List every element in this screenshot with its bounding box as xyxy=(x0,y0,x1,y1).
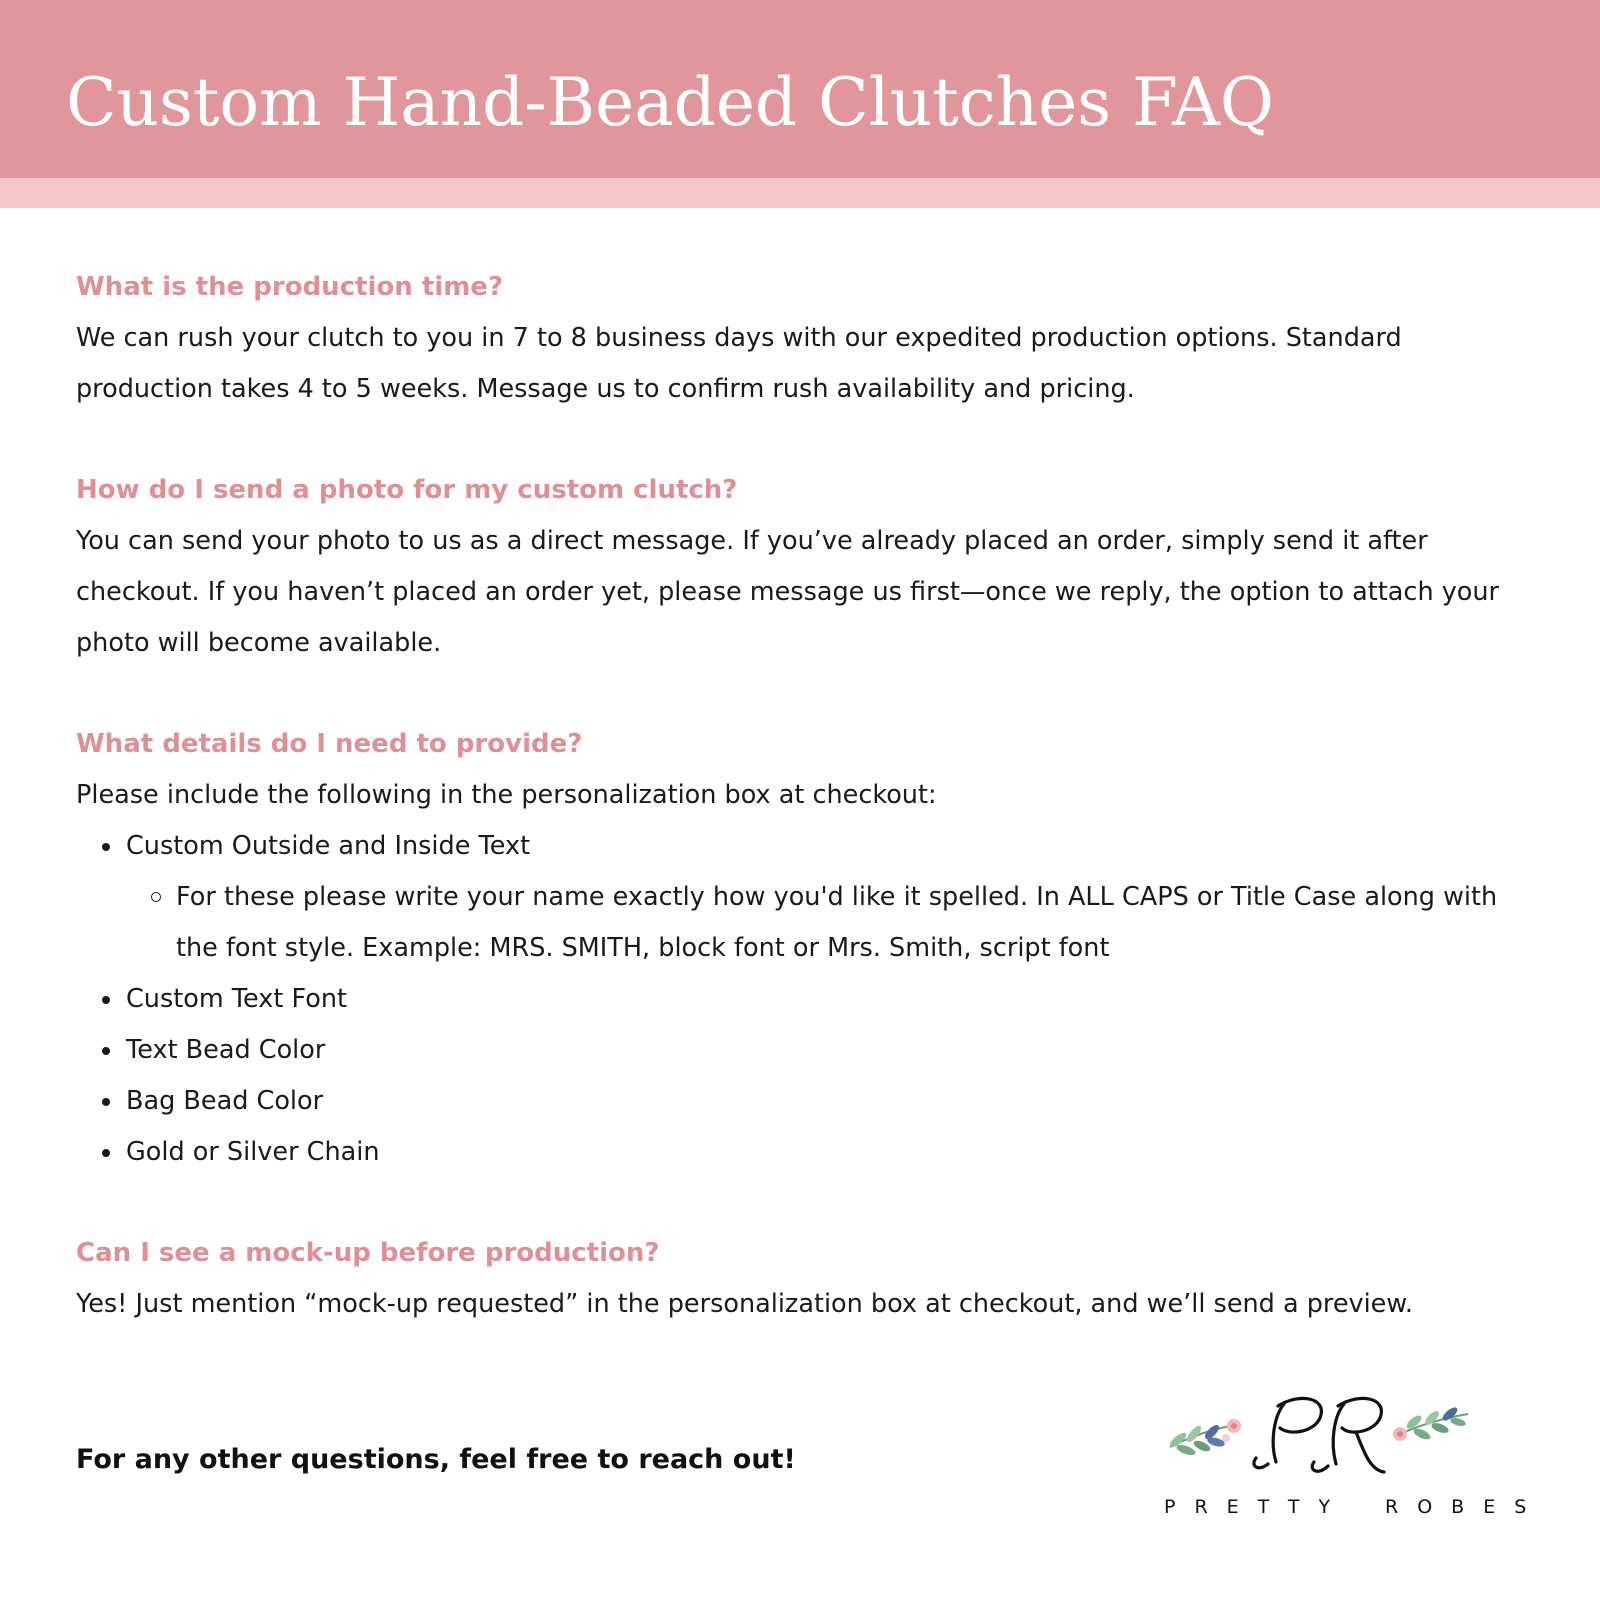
faq-mock-up xyxy=(76,1228,1536,1330)
list-item: Custom Text Font xyxy=(126,974,1536,1025)
details-list xyxy=(76,821,1536,1178)
details-sublist xyxy=(126,872,1536,974)
logo-word-pretty: PRETTY xyxy=(1164,1496,1350,1518)
faq-question: What is the production time? xyxy=(76,272,504,302)
right-floral-icon xyxy=(1393,1405,1468,1441)
faq-answer: We can rush your clutch to you in 7 to 8 business days with our expedited production options. Standard production takes 4 to 5 weeks. Message us to confirm rush availability and pricing. xyxy=(76,323,1402,404)
faq-answer: Please include the following in the personalization box at checkout: xyxy=(76,780,937,810)
faq-production-time xyxy=(76,262,1536,415)
list-item xyxy=(126,821,1536,974)
list-item: Text Bead Color xyxy=(126,1025,1536,1076)
sublist-item: For these please write your name exactly how you'd like it spelled. In ALL CAPS or Title Case along with the font style. Example: MRS. SMITH, block font or Mrs. Smith, script font xyxy=(176,872,1536,974)
left-floral-icon xyxy=(1168,1419,1241,1457)
faq-question: How do I send a photo for my custom clutch? xyxy=(76,475,738,505)
closing-note: For any other questions, feel free to reach out! xyxy=(76,1444,796,1475)
list-item: Gold or Silver Chain xyxy=(126,1127,1536,1178)
faq-send-photo xyxy=(76,465,1536,669)
faq-answer: You can send your photo to us as a direct message. If you’ve already placed an order, simply send it after checkout. If you haven’t placed an order yet, please message us first—once we reply, the option to attach your photo will become available. xyxy=(76,526,1500,658)
list-item-text: Custom Outside and Inside Text xyxy=(126,831,531,861)
page-title: Custom Hand-Beaded Clutches FAQ xyxy=(66,64,1274,141)
pr-monogram-icon xyxy=(1254,1398,1384,1472)
logo-monogram-graphic xyxy=(1150,1392,1490,1492)
faq-question: Can I see a mock-up before production? xyxy=(76,1238,660,1268)
header-accent-stripe xyxy=(0,178,1600,208)
faq-question: What details do I need to provide? xyxy=(76,729,583,759)
faq-answer: Yes! Just mention “mock-up requested” in the personalization box at checkout, and we’ll send a preview. xyxy=(76,1289,1413,1319)
header-bar xyxy=(0,0,1600,178)
pretty-robes-logo xyxy=(1150,1392,1550,1532)
faq-details xyxy=(76,719,1536,1178)
faq-content xyxy=(76,262,1536,1380)
logo-word-robes: ROBES xyxy=(1385,1496,1546,1518)
list-item: Bag Bead Color xyxy=(126,1076,1536,1127)
